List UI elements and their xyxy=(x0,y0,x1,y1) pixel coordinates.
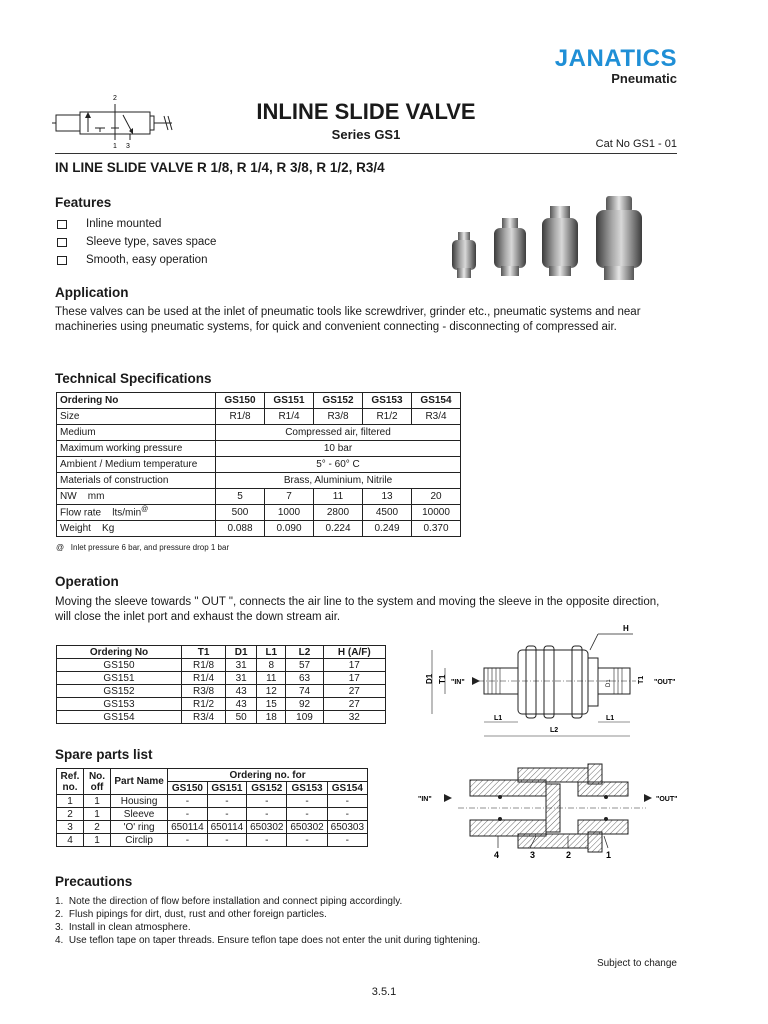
table-cell: 0.088 xyxy=(216,521,265,537)
table-row xyxy=(57,457,461,473)
table-cell: Ordering No xyxy=(57,393,216,409)
table-cell: No. off xyxy=(84,769,111,795)
table-cell: GS152 xyxy=(314,393,363,409)
checkbox-icon xyxy=(57,220,67,229)
table-cell: GS152 xyxy=(247,782,287,795)
application-heading: Application xyxy=(55,285,129,300)
table-cell: GS150 xyxy=(57,659,182,672)
table-cell: 43 xyxy=(226,698,257,711)
table-cell: - xyxy=(247,808,287,821)
table-cell: R3/8 xyxy=(182,685,226,698)
h-label: H xyxy=(623,624,629,633)
list-item: 1. Note the direction of flow before installation and connect piping accordingly. xyxy=(55,896,403,907)
table-cell: 18 xyxy=(257,711,286,724)
dimensions-table xyxy=(56,645,386,724)
table-cell: 17 xyxy=(323,659,385,672)
table-cell: 0.224 xyxy=(314,521,363,537)
table-cell: 57 xyxy=(286,659,323,672)
precautions-list xyxy=(55,895,480,947)
section-drawing xyxy=(418,754,686,864)
port-label-2: 2 xyxy=(113,95,117,102)
table-cell: Weight Kg xyxy=(57,521,216,537)
table-cell: L1 xyxy=(257,646,286,659)
l2-label: L2 xyxy=(550,727,559,734)
table-cell: Ordering no. for xyxy=(168,769,368,782)
flow-note-marker: @ xyxy=(141,506,149,514)
table-cell: GS151 xyxy=(57,672,182,685)
table-cell: R1/4 xyxy=(182,672,226,685)
table-row xyxy=(57,659,386,672)
table-cell: - xyxy=(168,808,208,821)
catalog-number: Cat No GS1 - 01 xyxy=(595,138,677,150)
table-cell: 650114 xyxy=(168,821,208,834)
table-row xyxy=(57,711,386,724)
tech-spec-table xyxy=(56,392,461,537)
table-cell: 8 xyxy=(257,659,286,672)
features-heading: Features xyxy=(55,195,112,210)
table-cell: GS153 xyxy=(287,782,327,795)
table-cell: 650302 xyxy=(247,821,287,834)
table-cell: GS150 xyxy=(168,782,208,795)
table-cell: 7 xyxy=(265,489,314,505)
table-cell: Circlip xyxy=(111,834,168,847)
table-cell: T1 xyxy=(182,646,226,659)
table-cell: - xyxy=(327,808,367,821)
table-cell: R1/8 xyxy=(182,659,226,672)
checkbox-icon xyxy=(57,238,67,247)
in-label: "IN" xyxy=(451,679,465,686)
table-header-row xyxy=(57,646,386,659)
table-cell: - xyxy=(168,834,208,847)
tech-spec-heading: Technical Specifications xyxy=(55,371,212,386)
table-footnote: @ Inlet pressure 6 bar, and pressure drop 1 bar xyxy=(56,543,230,552)
table-cell: 43 xyxy=(226,685,257,698)
table-cell: 1 xyxy=(84,834,111,847)
table-cell: 1 xyxy=(84,795,111,808)
table-cell: 0.249 xyxy=(363,521,412,537)
table-cell: 3 xyxy=(57,821,84,834)
operation-heading: Operation xyxy=(55,574,119,589)
table-cell: 1 xyxy=(84,808,111,821)
part-number-4: 4 xyxy=(494,850,500,860)
part-number-2: 2 xyxy=(566,850,572,860)
table-cell: 0.370 xyxy=(412,521,461,537)
table-cell: Maximum working pressure xyxy=(57,441,216,457)
spare-parts-heading: Spare parts list xyxy=(55,747,153,762)
brand-logo xyxy=(515,46,677,86)
feature-text: Smooth, easy operation xyxy=(86,254,208,266)
table-cell: Size xyxy=(57,409,216,425)
table-cell: 4 xyxy=(57,834,84,847)
table-cell: 11 xyxy=(314,489,363,505)
table-row xyxy=(57,834,368,847)
spare-parts-table xyxy=(56,768,368,847)
port-label-1: 1 xyxy=(113,143,117,150)
valve-gs151 xyxy=(494,218,526,276)
in-label: "IN" xyxy=(418,796,432,803)
table-cell: 12 xyxy=(257,685,286,698)
table-cell: Compressed air, filtered xyxy=(216,425,461,441)
table-cell: R3/8 xyxy=(314,409,363,425)
table-cell: 92 xyxy=(286,698,323,711)
table-cell: - xyxy=(327,795,367,808)
table-cell: Brass, Aluminium, Nitrile xyxy=(216,473,461,489)
table-cell: R1/2 xyxy=(182,698,226,711)
table-cell: Sleeve xyxy=(111,808,168,821)
table-cell: Ref. no. xyxy=(57,769,84,795)
table-cell: H (A/F) xyxy=(323,646,385,659)
table-cell: - xyxy=(247,834,287,847)
table-cell: D1 xyxy=(226,646,257,659)
l1-label: L1 xyxy=(494,715,503,722)
table-cell: NW mm xyxy=(57,489,216,505)
table-cell: L2 xyxy=(286,646,323,659)
table-cell: 11 xyxy=(257,672,286,685)
table-cell: 31 xyxy=(226,672,257,685)
table-row xyxy=(57,808,368,821)
table-cell: R1/8 xyxy=(216,409,265,425)
table-cell: 17 xyxy=(323,672,385,685)
table-cell: 32 xyxy=(323,711,385,724)
d1-label: D1 xyxy=(425,673,434,684)
table-row xyxy=(57,505,461,521)
table-cell: - xyxy=(207,795,247,808)
t1-label: T1 xyxy=(438,674,447,684)
table-cell: 20 xyxy=(412,489,461,505)
feature-item xyxy=(55,233,216,251)
table-cell: 2 xyxy=(84,821,111,834)
precautions-heading: Precautions xyxy=(55,874,133,889)
table-cell: R1/2 xyxy=(363,409,412,425)
table-row xyxy=(57,521,461,537)
dimension-drawing xyxy=(418,620,686,742)
table-cell: GS151 xyxy=(265,393,314,409)
table-cell: 1000 xyxy=(265,505,314,521)
out-label: "OUT" xyxy=(656,796,678,803)
table-cell: 2800 xyxy=(314,505,363,521)
table-cell: 'O' ring xyxy=(111,821,168,834)
table-cell: - xyxy=(168,795,208,808)
valve-symbol-icon xyxy=(52,90,177,150)
table-row xyxy=(57,672,386,685)
table-cell: Housing xyxy=(111,795,168,808)
table-cell: 13 xyxy=(363,489,412,505)
table-cell: GS152 xyxy=(57,685,182,698)
table-cell: R3/4 xyxy=(182,711,226,724)
table-cell: 4500 xyxy=(363,505,412,521)
t1-label-right: T1 xyxy=(638,675,645,684)
table-header-row xyxy=(57,393,461,409)
table-row xyxy=(57,489,461,505)
table-cell: 109 xyxy=(286,711,323,724)
table-cell xyxy=(57,505,216,521)
table-cell: Materials of construction xyxy=(57,473,216,489)
table-cell: 1 xyxy=(57,795,84,808)
list-item: 4. Use teflon tape on taper threads. Ensure teflon tape does not enter the unit during tightening. xyxy=(55,935,481,946)
table-cell: 650303 xyxy=(327,821,367,834)
page-title: INLINE SLIDE VALVE xyxy=(256,99,476,124)
port-label-3: 3 xyxy=(126,143,130,150)
list-item: 2. Flush pipings for dirt, dust, rust and other foreign particles. xyxy=(55,909,327,920)
table-cell: Ambient / Medium temperature xyxy=(57,457,216,473)
table-cell: 0.090 xyxy=(265,521,314,537)
table-cell: 63 xyxy=(286,672,323,685)
table-row xyxy=(57,409,461,425)
table-cell: GS154 xyxy=(57,711,182,724)
table-cell: - xyxy=(287,808,327,821)
table-cell: - xyxy=(287,834,327,847)
table-cell: GS154 xyxy=(412,393,461,409)
table-cell: - xyxy=(207,808,247,821)
table-cell: 500 xyxy=(216,505,265,521)
table-cell: GS151 xyxy=(207,782,247,795)
table-cell: GS150 xyxy=(216,393,265,409)
divider xyxy=(55,153,677,154)
application-text: These valves can be used at the inlet of pneumatic tools like screwdriver, grinder etc., pneumatic systems and near machineries using pneumatic systems, for quick and convenient connecting - disconnecting of compressed air. xyxy=(55,306,641,333)
table-cell: - xyxy=(327,834,367,847)
table-cell: Part Name xyxy=(111,769,168,795)
series-label: Series GS1 xyxy=(331,127,401,142)
brand-name: JANATICS xyxy=(554,45,677,72)
part-number-1: 1 xyxy=(606,850,612,860)
table-cell: 650114 xyxy=(207,821,247,834)
valve-gs152 xyxy=(542,206,578,276)
features-list xyxy=(55,215,216,269)
page-number: 3.5.1 xyxy=(371,986,397,998)
l1-label-right: L1 xyxy=(606,715,615,722)
table-cell: GS153 xyxy=(363,393,412,409)
table-row xyxy=(57,795,368,808)
table-cell: - xyxy=(207,834,247,847)
table-cell: 74 xyxy=(286,685,323,698)
table-cell: 27 xyxy=(323,685,385,698)
feature-text: Inline mounted xyxy=(86,218,162,230)
table-row xyxy=(57,698,386,711)
table-cell: 10000 xyxy=(412,505,461,521)
part-number-3: 3 xyxy=(530,850,536,860)
brand-subtitle: Pneumatic xyxy=(611,71,677,86)
feature-text: Sleeve type, saves space xyxy=(86,236,217,248)
valve-gs153 xyxy=(596,196,642,280)
table-row xyxy=(57,685,386,698)
product-subtitle: IN LINE SLIDE VALVE R 1/8, R 1/4, R 3/8, R 1/2, R3/4 xyxy=(55,160,385,175)
table-row xyxy=(57,821,368,834)
table-cell: 650302 xyxy=(287,821,327,834)
table-cell: 50 xyxy=(226,711,257,724)
table-cell: 15 xyxy=(257,698,286,711)
d1-label-small: D1 xyxy=(606,679,612,687)
table-cell: - xyxy=(247,795,287,808)
operation-text: Moving the sleeve towards " OUT ", connects the air line to the system and moving the sleeve in the opposite direction, will close the inlet port and exhaust the down stream air. xyxy=(55,596,660,623)
valve-gs150 xyxy=(452,232,476,278)
table-cell: Medium xyxy=(57,425,216,441)
table-cell: 5° - 60° C xyxy=(216,457,461,473)
product-photo xyxy=(438,190,658,290)
table-cell: 2 xyxy=(57,808,84,821)
feature-item xyxy=(55,215,216,233)
table-cell: Ordering No xyxy=(57,646,182,659)
table-header-row xyxy=(57,769,368,782)
table-cell: 10 bar xyxy=(216,441,461,457)
subject-to-change: Subject to change xyxy=(596,958,677,969)
table-cell: GS154 xyxy=(327,782,367,795)
flow-label: Flow rate lts/min xyxy=(60,507,142,519)
table-row xyxy=(57,473,461,489)
list-item: 3. Install in clean atmosphere. xyxy=(55,922,191,933)
checkbox-icon xyxy=(57,256,67,265)
feature-item xyxy=(55,251,216,269)
table-cell: - xyxy=(287,795,327,808)
table-cell: 31 xyxy=(226,659,257,672)
table-cell: 5 xyxy=(216,489,265,505)
table-cell: R1/4 xyxy=(265,409,314,425)
table-row xyxy=(57,425,461,441)
table-row xyxy=(57,441,461,457)
table-cell: GS153 xyxy=(57,698,182,711)
table-cell: R3/4 xyxy=(412,409,461,425)
out-label: "OUT" xyxy=(654,679,676,686)
table-cell: 27 xyxy=(323,698,385,711)
